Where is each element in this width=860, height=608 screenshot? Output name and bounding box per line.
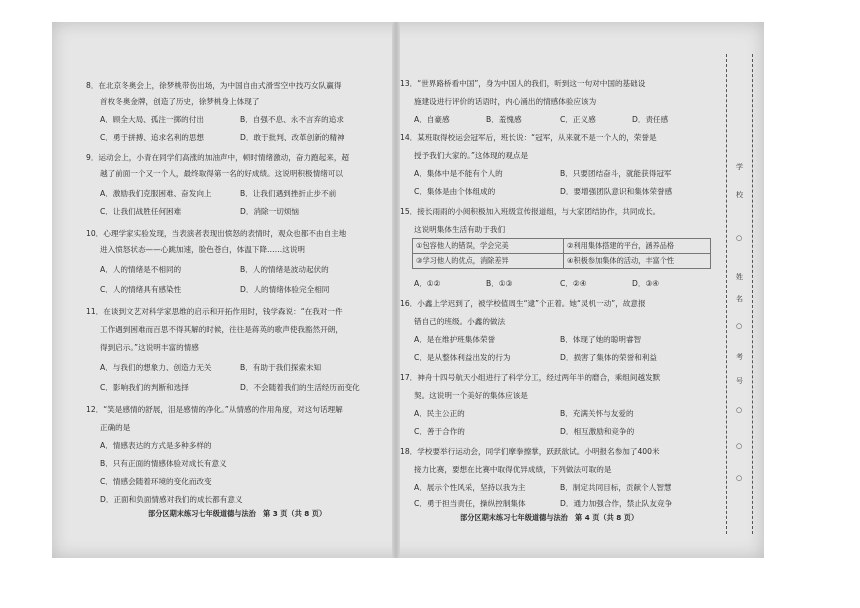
q14-line1: 14．某班取得校运会冠军后，班长说：“冠军，从来就不是一个人的，荣誉是 — [400, 133, 657, 142]
q16-option-c: C．是从整体利益出发的行为 — [414, 353, 511, 362]
binding-label-1: 学 — [736, 163, 743, 171]
q14-option-d: D．要增强团队意识和集体荣誉感 — [560, 187, 673, 196]
q17-line2: 契。这说明一个美好的集体应该是 — [414, 391, 528, 400]
seal-line-outer — [726, 54, 727, 534]
q16-option-a: A．是在维护班集体荣誉 — [414, 335, 496, 344]
q15-statement-2: ②利用集体搭建的平台，涵养品格 — [564, 239, 711, 254]
q18-line1: 18．学校要举行运动会，同学们摩拳擦掌，跃跃欲试。小明报名参加了400米 — [400, 447, 660, 456]
exam-sheet — [52, 22, 764, 558]
q15-option-d: D．③④ — [632, 279, 660, 288]
q15-line2: 这说明集体生活有助于我们 — [414, 225, 506, 234]
q14-option-c: C．集体是由个体组成的 — [414, 187, 496, 196]
q12-option-a: A．情感表达的方式是多种多样的 — [100, 441, 212, 450]
q10-line1: 10．心理学家实验发现，当表演者表现出愤怒的表情时，观众也都不由自主地 — [86, 229, 347, 238]
page-4 — [400, 22, 714, 558]
q14-option-a: A．集体中是不能有个人的 — [414, 169, 503, 178]
q17-option-a: A．民主公正的 — [414, 409, 465, 418]
q10-option-b: B．人的情绪是波动起伏的 — [240, 265, 329, 274]
q11-line3: 得到启示。”这说明丰富的情感 — [100, 343, 199, 352]
q17-line1: 17．神舟十四号航天小组进行了科学分工，经过两年半的磨合，乘组间越发默 — [400, 373, 661, 382]
q12-option-c: C．情感会随着环境的变化而改变 — [100, 477, 212, 486]
q12-option-b: B．只有正面的情感体验对成长有意义 — [100, 459, 227, 468]
q14-line2: 授予我们大家的。”这体现的观点是 — [414, 151, 529, 160]
binding-label-6: 号 — [736, 377, 743, 385]
q18-option-a: A．展示个性风采，坚持以我为主 — [414, 483, 526, 492]
q16-line1: 16．小鑫上学迟到了，被学校值周生“逮”个正着。她“灵机一动”，故意报 — [400, 299, 646, 308]
q15-option-c: C．②④ — [560, 279, 587, 288]
q10-line2: 进入愤怒状态——心跳加速，脸色苍白，体温下降……这说明 — [100, 245, 306, 254]
q8-line1: 8．在北京冬奥会上，徐梦桃带伤出场，为中国自由式滑雪空中技巧女队赢得 — [86, 81, 342, 90]
q18-option-b: B．制定共同目标，贡献个人智慧 — [560, 483, 672, 492]
binding-circle-1: ○ — [736, 234, 743, 242]
page-3-footer: 部分区期末练习七年级道德与法治 第 3 页（共 8 页） — [148, 509, 327, 518]
q18-option-d: D．通力加强合作，禁止队友竞争 — [560, 499, 673, 508]
q13-line2: 施建设进行评价的话语时，内心涌出的情感体验应该为 — [414, 97, 597, 106]
q15-option-a: A．①② — [414, 279, 441, 288]
q17-option-b: B．充满关怀与友爱的 — [560, 409, 634, 418]
q13-option-d: D．责任感 — [632, 115, 669, 124]
binding-circle-4: ○ — [736, 442, 743, 450]
q12-line2: 正确的是 — [100, 423, 131, 432]
q18-line2: 接力比赛，要想在比赛中取得优异成绩，下列做法可取的是 — [414, 465, 612, 474]
q15-option-b: B．①③ — [486, 279, 513, 288]
q16-option-b: B．体现了她的聪明睿智 — [560, 335, 642, 344]
q10-option-d: D．人的情绪体验完全相同 — [240, 285, 330, 294]
q9-line2: 越了前面一个又一个人，最终取得第一名的好成绩。这说明积极情绪可以 — [100, 169, 343, 178]
binding-label-2: 校 — [736, 191, 743, 199]
q8-option-b: B．自强不息、永不言弃的追求 — [240, 115, 344, 124]
binding-circle-5: ○ — [736, 474, 743, 482]
q14-option-b: B．只要团结奋斗，就能获得冠军 — [560, 169, 672, 178]
binding-margin — [714, 22, 764, 558]
q11-option-d: D．不会随着我们的生活经历而变化 — [240, 383, 360, 392]
q9-option-a: A．激励我们克服困难、奋发向上 — [100, 189, 212, 198]
binding-circle-3: ○ — [736, 406, 743, 414]
q10-option-a: A．人的情绪是不相同的 — [100, 265, 182, 274]
q11-option-a: A．与我们的想象力、创造力无关 — [100, 363, 212, 372]
page-fold — [392, 22, 400, 558]
q12-line1: 12．“笑是感情的舒展，泪是感情的净化。”从情感的作用角度，对这句话理解 — [86, 405, 343, 414]
q15-statement-4: ④积极参加集体的活动，丰富个性 — [564, 254, 711, 269]
q8-option-c: C．勇于拼搏、追求名利的思想 — [100, 133, 205, 142]
q8-option-d: D．敢于批判、改革创新的精神 — [240, 133, 345, 142]
page-3 — [52, 22, 392, 558]
q9-option-c: C．让我们战胜任何困难 — [100, 207, 182, 216]
seal-line-inner — [752, 54, 753, 534]
q13-option-a: A．自豪感 — [414, 115, 450, 124]
q8-line2: 首枚冬奥金牌，创造了历史，徐梦桃身上体现了 — [100, 97, 260, 106]
binding-label-4: 名 — [736, 295, 743, 303]
q11-line2: 工作遇到困难而百思不得其解的时候，往往是蒋英的歌声使我豁然开朗， — [100, 325, 343, 334]
q9-option-d: D．消除一切烦恼 — [240, 207, 300, 216]
q18-option-c: C．勇于担当责任，操纵控制集体 — [414, 499, 526, 508]
q15-statement-table — [412, 238, 711, 269]
q13-line1: 13．“世界路桥看中国”，身为中国人的我们，听到这一句对中国的基础设 — [400, 79, 646, 88]
q9-line1: 9．运动会上，小青在同学们高涨的加油声中，顿时情绪激动，奋力跑起来，超 — [86, 153, 350, 162]
q15-line1: 15．接长雨雨的小阅积极加入班级宣传报道组，与大家团结协作，共同成长。 — [400, 207, 661, 216]
q15-statement-1: ①包容他人的错误，学会完美 — [413, 239, 564, 254]
q12-option-d: D．正面和负面情感对我们的成长都有意义 — [100, 495, 243, 504]
q8-option-a: A．顾全大局、孤注一掷的付出 — [100, 115, 204, 124]
q13-option-c: C．正义感 — [560, 115, 596, 124]
q17-option-d: D．相互激励和竞争的 — [560, 427, 635, 436]
page-4-footer: 部分区期末练习七年级道德与法治 第 4 页（共 8 页） — [460, 513, 639, 522]
q11-line1: 11．在谈到文艺对科学家思维的启示和开拓作用时，钱学森说：“在我对一件 — [86, 307, 343, 316]
binding-label-3: 姓 — [736, 273, 743, 281]
q11-option-c: C．影响我们的判断和选择 — [100, 383, 189, 392]
q13-option-b: B．羞愧感 — [486, 115, 522, 124]
q15-statement-3: ③学习他人的优点，消除差异 — [413, 254, 564, 269]
q11-option-b: B．有助于我们探索未知 — [240, 363, 322, 372]
binding-circle-2: ○ — [736, 322, 743, 330]
q16-option-d: D．损害了集体的荣誉和利益 — [560, 353, 657, 362]
q16-line2: 错自己的班级。小鑫的做法 — [414, 317, 506, 326]
q17-option-c: C．善于合作的 — [414, 427, 465, 436]
q9-option-b: B．让我们遇到挫折止步不前 — [240, 189, 337, 198]
binding-label-5: 考 — [736, 353, 743, 361]
q10-option-c: C．人的情绪具有感染性 — [100, 285, 182, 294]
